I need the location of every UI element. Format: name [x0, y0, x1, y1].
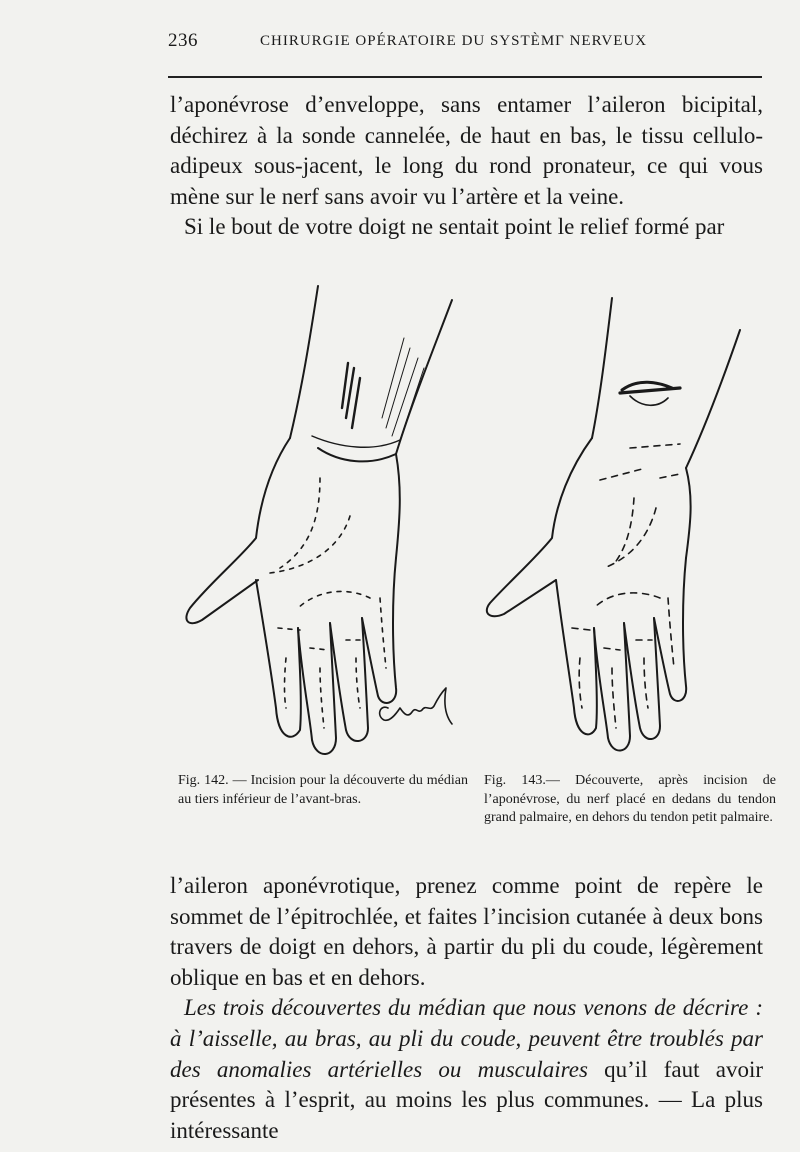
- header-rule: [168, 76, 762, 78]
- fig143-hand-drawing: [487, 298, 740, 751]
- paragraph-continued: l’aileron aponévrotique, prenez comme point de repère le sommet de l’épitrochlée, et faites l’incision cutanée à deux bons travers de doigt en dehors, à partir du pli du coude, légèrement oblique en bas et en dehors.: [170, 873, 763, 990]
- italic-passage: Les trois découvertes du médian que nous venons de décrire : à l’aisselle, au bras, au pli du coude, peuvent être troublés par des anomalies artérielles ou musculaires: [170, 995, 763, 1082]
- roman-passage: qu’il faut avoir présentes à l’esprit, au moins les plus communes. — La plus intéressante: [170, 1056, 763, 1143]
- caption-fig143: [484, 772, 776, 828]
- running-head: [168, 30, 768, 60]
- caption-label: Fig. 143.—: [484, 773, 560, 788]
- figure-captions: [178, 772, 778, 862]
- body-text-top: [170, 90, 763, 243]
- paragraph: [170, 993, 763, 1146]
- artist-signature: [380, 688, 452, 724]
- paragraph: Si le bout de votre doigt ne sentait point le relief formé par: [184, 214, 725, 240]
- paragraph-continued: l’aponévrose d’enveloppe, sans entamer l’aileron bicipital, déchirez à la sonde cannelée, de haut en bas, le tissu cellulo-adipeux sous-jacent, le long du rond pronateur, ce qui vous mène sur le nerf sans avoir vu l’artère et la veine.: [170, 92, 763, 209]
- fig142-hand-drawing: [186, 286, 452, 754]
- figures-plate: [160, 268, 780, 768]
- running-title: CHIRURGIE OPÉRATOIRE DU SYSTÈMΓ NERVEUX: [260, 33, 648, 49]
- caption-fig142: [178, 772, 468, 809]
- caption-text: Découverte, après incision de l’aponévrose, du nerf placé en dedans du tendon grand palmaire, en dehors du tendon petit palmaire.: [484, 773, 776, 825]
- caption-text: Incision pour la découverte du médian au tiers inférieur de l’avant-bras.: [178, 773, 469, 807]
- body-text-bottom: [170, 871, 763, 1146]
- caption-label: Fig. 142. —: [178, 773, 247, 788]
- hand-illustrations: [160, 268, 780, 768]
- page-number: 236: [168, 30, 198, 51]
- fig143-dashed-lines: [572, 444, 680, 728]
- fig142-dotted-lines: [270, 478, 386, 728]
